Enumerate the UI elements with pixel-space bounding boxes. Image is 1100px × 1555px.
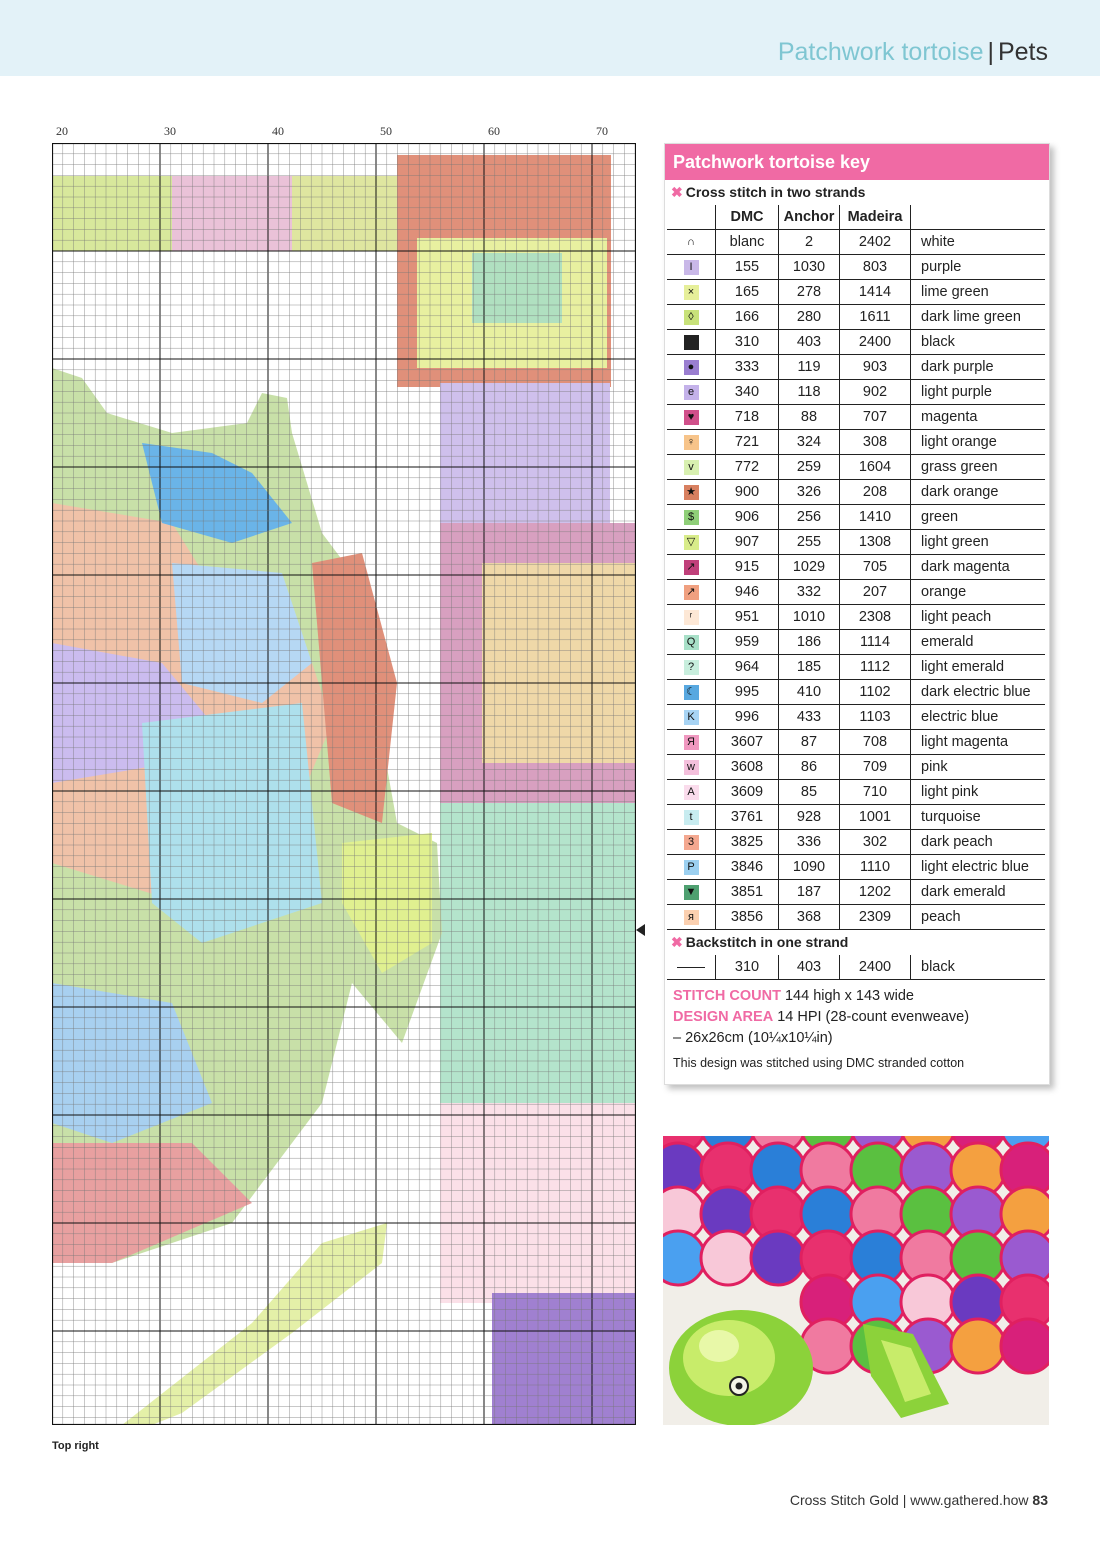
key-row	[667, 655, 1045, 680]
backstitch-row	[667, 955, 1045, 980]
design-area	[673, 1007, 1041, 1028]
key-row	[667, 730, 1045, 755]
key-title: Patchwork tortoise key	[665, 144, 1049, 180]
anchor-cell: 256	[779, 505, 840, 530]
thread-name-cell: light purple	[911, 380, 1046, 405]
thread-symbol-icon: ●	[684, 360, 699, 375]
key-row	[667, 605, 1045, 630]
tortoise-photo-illustration	[663, 1136, 1049, 1425]
symbol-cell	[667, 555, 716, 580]
madeira-column-header: Madeira	[840, 205, 911, 230]
axis-number: 30	[164, 124, 176, 138]
thread-name-cell: grass green	[911, 455, 1046, 480]
thread-symbol-icon: ʳ	[684, 610, 699, 625]
stitched-tortoise-photo	[663, 1136, 1049, 1425]
stitch-band	[172, 176, 292, 251]
symbol-cell	[667, 630, 716, 655]
backstitch-name: black	[911, 955, 1046, 980]
key-row	[667, 630, 1045, 655]
thread-symbol-icon: 3	[684, 835, 699, 850]
design-area-size: – 26x26cm (10¼x10¼in)	[673, 1030, 833, 1046]
dmc-cell: 900	[716, 480, 779, 505]
madeira-cell: 308	[840, 430, 911, 455]
anchor-cell: 186	[779, 630, 840, 655]
thread-symbol-icon: e	[684, 385, 699, 400]
thread-name-cell: dark lime green	[911, 305, 1046, 330]
key-row	[667, 230, 1045, 255]
anchor-cell: 403	[779, 330, 840, 355]
thread-name-cell: black	[911, 330, 1046, 355]
thread-name-cell: light peach	[911, 605, 1046, 630]
key-row	[667, 780, 1045, 805]
dmc-cell: 340	[716, 380, 779, 405]
thread-symbol-icon: ♥	[684, 410, 699, 425]
thread-name-cell: light pink	[911, 780, 1046, 805]
anchor-cell: 187	[779, 880, 840, 905]
thread-symbol-icon: Я	[684, 735, 699, 750]
key-footer	[665, 980, 1049, 1074]
shell-patch	[1001, 1319, 1049, 1373]
axis-number: 40	[272, 124, 284, 138]
key-row	[667, 555, 1045, 580]
key-row	[667, 905, 1045, 930]
shell-patch	[951, 1319, 1005, 1373]
symbol-cell	[667, 755, 716, 780]
thread-name-cell: light green	[911, 530, 1046, 555]
thread-name-cell: light emerald	[911, 655, 1046, 680]
key-row	[667, 880, 1045, 905]
page-header	[778, 34, 1048, 70]
stitch-band	[292, 176, 407, 251]
thread-symbol-icon: Q	[684, 635, 699, 650]
symbol-column-header	[667, 205, 716, 230]
key-row	[667, 805, 1045, 830]
dmc-cell: 946	[716, 580, 779, 605]
header-section: Patchwork tortoise	[777, 38, 984, 66]
backstitch-heading-text: Backstitch in one strand	[685, 934, 849, 950]
thread-name-cell: purple	[911, 255, 1046, 280]
madeira-cell: 208	[840, 480, 911, 505]
madeira-cell: 1604	[840, 455, 911, 480]
thread-symbol-icon: ×	[684, 285, 699, 300]
symbol-cell	[667, 855, 716, 880]
symbol-cell	[667, 830, 716, 855]
key-row	[667, 355, 1045, 380]
madeira-cell: 2400	[840, 330, 911, 355]
thread-name-cell: dark electric blue	[911, 680, 1046, 705]
backstitch-madeira: 2400	[840, 955, 911, 980]
thread-symbol-icon: ◊	[684, 310, 699, 325]
thread-symbol-icon: t	[684, 810, 699, 825]
thread-note: This design was stitched using DMC stranded cotton	[673, 1056, 965, 1070]
madeira-cell: 902	[840, 380, 911, 405]
madeira-cell: 903	[840, 355, 911, 380]
stitch-band	[52, 176, 172, 251]
symbol-cell	[667, 805, 716, 830]
key-row	[667, 530, 1045, 555]
anchor-cell: 368	[779, 905, 840, 930]
thread-symbol-icon: я	[684, 910, 699, 925]
symbol-cell	[667, 255, 716, 280]
madeira-cell: 1414	[840, 280, 911, 305]
anchor-cell: 1029	[779, 555, 840, 580]
thread-name-cell: light orange	[911, 430, 1046, 455]
anchor-cell: 87	[779, 730, 840, 755]
anchor-cell: 1090	[779, 855, 840, 880]
madeira-cell: 1103	[840, 705, 911, 730]
key-row	[667, 830, 1045, 855]
madeira-cell: 1202	[840, 880, 911, 905]
key-row	[667, 430, 1045, 455]
dmc-cell: 959	[716, 630, 779, 655]
anchor-cell: 119	[779, 355, 840, 380]
thread-name-cell: turquoise	[911, 805, 1046, 830]
dmc-cell: 3825	[716, 830, 779, 855]
symbol-cell	[667, 455, 716, 480]
thread-symbol-icon: $	[684, 510, 699, 525]
symbol-cell	[667, 230, 716, 255]
dmc-cell: 3761	[716, 805, 779, 830]
symbol-cell	[667, 480, 716, 505]
anchor-cell: 280	[779, 305, 840, 330]
anchor-cell: 88	[779, 405, 840, 430]
thread-symbol-icon: ?	[684, 660, 699, 675]
thread-symbol-icon: ▽	[684, 535, 699, 550]
thread-symbol-icon: ↗	[684, 560, 699, 575]
stitch-mosaic	[492, 1293, 636, 1425]
symbol-cell	[667, 430, 716, 455]
symbol-cell	[667, 680, 716, 705]
dmc-cell: blanc	[716, 230, 779, 255]
anchor-cell: 410	[779, 680, 840, 705]
anchor-cell: 259	[779, 455, 840, 480]
anchor-cell: 118	[779, 380, 840, 405]
anchor-cell: 2	[779, 230, 840, 255]
symbol-cell	[667, 355, 716, 380]
madeira-cell: 2308	[840, 605, 911, 630]
key-table	[667, 205, 1045, 930]
anchor-cell: 278	[779, 280, 840, 305]
madeira-cell: 710	[840, 780, 911, 805]
key-row	[667, 405, 1045, 430]
dmc-cell: 996	[716, 705, 779, 730]
thread-name-cell: orange	[911, 580, 1046, 605]
dmc-cell: 995	[716, 680, 779, 705]
anchor-column-header: Anchor	[779, 205, 840, 230]
axis-number: 20	[56, 124, 68, 138]
symbol-cell	[667, 730, 716, 755]
stitch-count-label: STITCH COUNT	[673, 988, 781, 1004]
thread-name-cell: dark purple	[911, 355, 1046, 380]
dmc-column-header: DMC	[716, 205, 779, 230]
thread-name-cell: white	[911, 230, 1046, 255]
thread-name-cell: peach	[911, 905, 1046, 930]
design-area-label: DESIGN AREA	[673, 1009, 774, 1025]
backstitch-anchor: 403	[779, 955, 840, 980]
thread-name-cell: green	[911, 505, 1046, 530]
thread-name-cell: dark emerald	[911, 880, 1046, 905]
design-area-value: 14 HPI (28-count evenweave)	[777, 1009, 970, 1025]
axis-number: 50	[380, 124, 392, 138]
anchor-cell: 326	[779, 480, 840, 505]
thread-name-cell: light magenta	[911, 730, 1046, 755]
dmc-cell: 915	[716, 555, 779, 580]
madeira-cell: 1102	[840, 680, 911, 705]
thread-symbol-icon: A	[684, 785, 699, 800]
key-row	[667, 705, 1045, 730]
symbol-cell	[667, 705, 716, 730]
dmc-cell: 3608	[716, 755, 779, 780]
dmc-cell: 964	[716, 655, 779, 680]
madeira-cell: 2402	[840, 230, 911, 255]
page-number: 83	[1032, 1492, 1048, 1508]
madeira-cell: 709	[840, 755, 911, 780]
dmc-cell: 155	[716, 255, 779, 280]
thread-symbol-icon: ♀	[684, 435, 699, 450]
anchor-cell: 332	[779, 580, 840, 605]
madeira-cell: 302	[840, 830, 911, 855]
madeira-cell: 1001	[840, 805, 911, 830]
thread-name-cell: lime green	[911, 280, 1046, 305]
thread-symbol-icon: ▼	[684, 885, 699, 900]
axis-number: 70	[596, 124, 608, 138]
madeira-cell: 707	[840, 405, 911, 430]
symbol-cell	[667, 405, 716, 430]
madeira-cell: 1112	[840, 655, 911, 680]
symbol-cell	[667, 330, 716, 355]
key-row	[667, 380, 1045, 405]
shell-patch	[751, 1231, 805, 1285]
anchor-cell: 85	[779, 780, 840, 805]
symbol-cell	[667, 655, 716, 680]
backstitch-heading	[665, 930, 1049, 955]
thread-symbol-icon: ☾	[684, 685, 699, 700]
symbol-cell	[667, 880, 716, 905]
anchor-cell: 433	[779, 705, 840, 730]
madeira-cell: 2309	[840, 905, 911, 930]
thread-name-cell: dark orange	[911, 480, 1046, 505]
key-row	[667, 855, 1045, 880]
anchor-cell: 255	[779, 530, 840, 555]
thread-symbol-icon: ∩	[684, 235, 699, 250]
header-category: Pets	[997, 38, 1048, 66]
dmc-cell: 3856	[716, 905, 779, 930]
publication-name: Cross Stitch Gold	[789, 1492, 899, 1508]
name-column-header	[911, 205, 1046, 230]
thread-symbol-icon: K	[684, 710, 699, 725]
key-row	[667, 330, 1045, 355]
thread-symbol-icon: v	[684, 460, 699, 475]
madeira-cell: 708	[840, 730, 911, 755]
symbol-cell	[667, 905, 716, 930]
dmc-cell: 3609	[716, 780, 779, 805]
symbol-cell	[667, 505, 716, 530]
stitch-count-value: 144 high x 143 wide	[784, 988, 914, 1004]
thread-symbol-icon: w	[684, 760, 699, 775]
backstitch-table	[667, 955, 1045, 980]
madeira-cell: 803	[840, 255, 911, 280]
stitch-medallion	[472, 253, 562, 323]
anchor-cell: 185	[779, 655, 840, 680]
symbol-cell	[667, 530, 716, 555]
dmc-cell: 907	[716, 530, 779, 555]
dmc-cell: 951	[716, 605, 779, 630]
key-panel	[664, 143, 1050, 1085]
backstitch-dmc: 310	[716, 955, 779, 980]
stitch-count	[673, 986, 1041, 1007]
thread-name-cell: pink	[911, 755, 1046, 780]
footer-separator: |	[902, 1492, 907, 1508]
key-row	[667, 755, 1045, 780]
thread-symbol-icon: P	[684, 860, 699, 875]
key-row	[667, 680, 1045, 705]
key-row	[667, 255, 1045, 280]
key-row	[667, 580, 1045, 605]
cross-icon: ✖	[671, 934, 683, 950]
key-row	[667, 455, 1045, 480]
cross-stitch-heading-text: Cross stitch in two strands	[685, 184, 866, 200]
stitch-mosaic	[482, 563, 636, 763]
madeira-cell: 207	[840, 580, 911, 605]
shell-patch	[663, 1231, 705, 1285]
madeira-cell: 1114	[840, 630, 911, 655]
anchor-cell: 1030	[779, 255, 840, 280]
thread-symbol-icon: I	[684, 260, 699, 275]
anchor-cell: 1010	[779, 605, 840, 630]
cross-stitch-heading	[665, 180, 1049, 205]
shell-patch	[701, 1231, 755, 1285]
stitch-region	[122, 1223, 387, 1425]
key-row	[667, 280, 1045, 305]
anchor-cell: 86	[779, 755, 840, 780]
symbol-cell	[667, 780, 716, 805]
dmc-cell: 721	[716, 430, 779, 455]
key-header-row	[667, 205, 1045, 230]
page-footer	[790, 1492, 1048, 1508]
dmc-cell: 166	[716, 305, 779, 330]
thread-symbol-icon: ■	[684, 335, 699, 350]
dmc-cell: 772	[716, 455, 779, 480]
chart-axis	[52, 124, 636, 144]
symbol-cell	[667, 305, 716, 330]
thread-name-cell: electric blue	[911, 705, 1046, 730]
cross-stitch-chart	[52, 143, 636, 1425]
anchor-cell: 324	[779, 430, 840, 455]
madeira-cell: 1611	[840, 305, 911, 330]
key-row	[667, 480, 1045, 505]
anchor-cell: 928	[779, 805, 840, 830]
thread-name-cell: dark magenta	[911, 555, 1046, 580]
madeira-cell: 1308	[840, 530, 911, 555]
dmc-cell: 3607	[716, 730, 779, 755]
chart-grid	[52, 143, 636, 1425]
symbol-cell	[667, 280, 716, 305]
center-arrow-icon	[636, 924, 645, 936]
symbol-cell	[667, 580, 716, 605]
thread-name-cell: dark peach	[911, 830, 1046, 855]
dmc-cell: 718	[716, 405, 779, 430]
symbol-cell	[667, 605, 716, 630]
thread-name-cell: light electric blue	[911, 855, 1046, 880]
thread-name-cell: magenta	[911, 405, 1046, 430]
backstitch-line-icon	[667, 955, 716, 980]
madeira-cell: 705	[840, 555, 911, 580]
cross-icon: ✖	[671, 184, 683, 200]
chart-caption: Top right	[52, 1440, 99, 1452]
madeira-cell: 1110	[840, 855, 911, 880]
dmc-cell: 165	[716, 280, 779, 305]
dmc-cell: 310	[716, 330, 779, 355]
key-row	[667, 505, 1045, 530]
stitch-region	[142, 703, 322, 943]
dmc-cell: 3851	[716, 880, 779, 905]
dmc-cell: 906	[716, 505, 779, 530]
thread-name-cell: emerald	[911, 630, 1046, 655]
website-url: www.gathered.how	[910, 1492, 1029, 1508]
dmc-cell: 3846	[716, 855, 779, 880]
header-separator: |	[987, 38, 994, 66]
anchor-cell: 336	[779, 830, 840, 855]
key-row	[667, 305, 1045, 330]
dmc-cell: 333	[716, 355, 779, 380]
madeira-cell: 1410	[840, 505, 911, 530]
symbol-cell	[667, 380, 716, 405]
thread-symbol-icon: ★	[684, 485, 699, 500]
axis-number: 60	[488, 124, 500, 138]
thread-symbol-icon: ↗	[684, 585, 699, 600]
